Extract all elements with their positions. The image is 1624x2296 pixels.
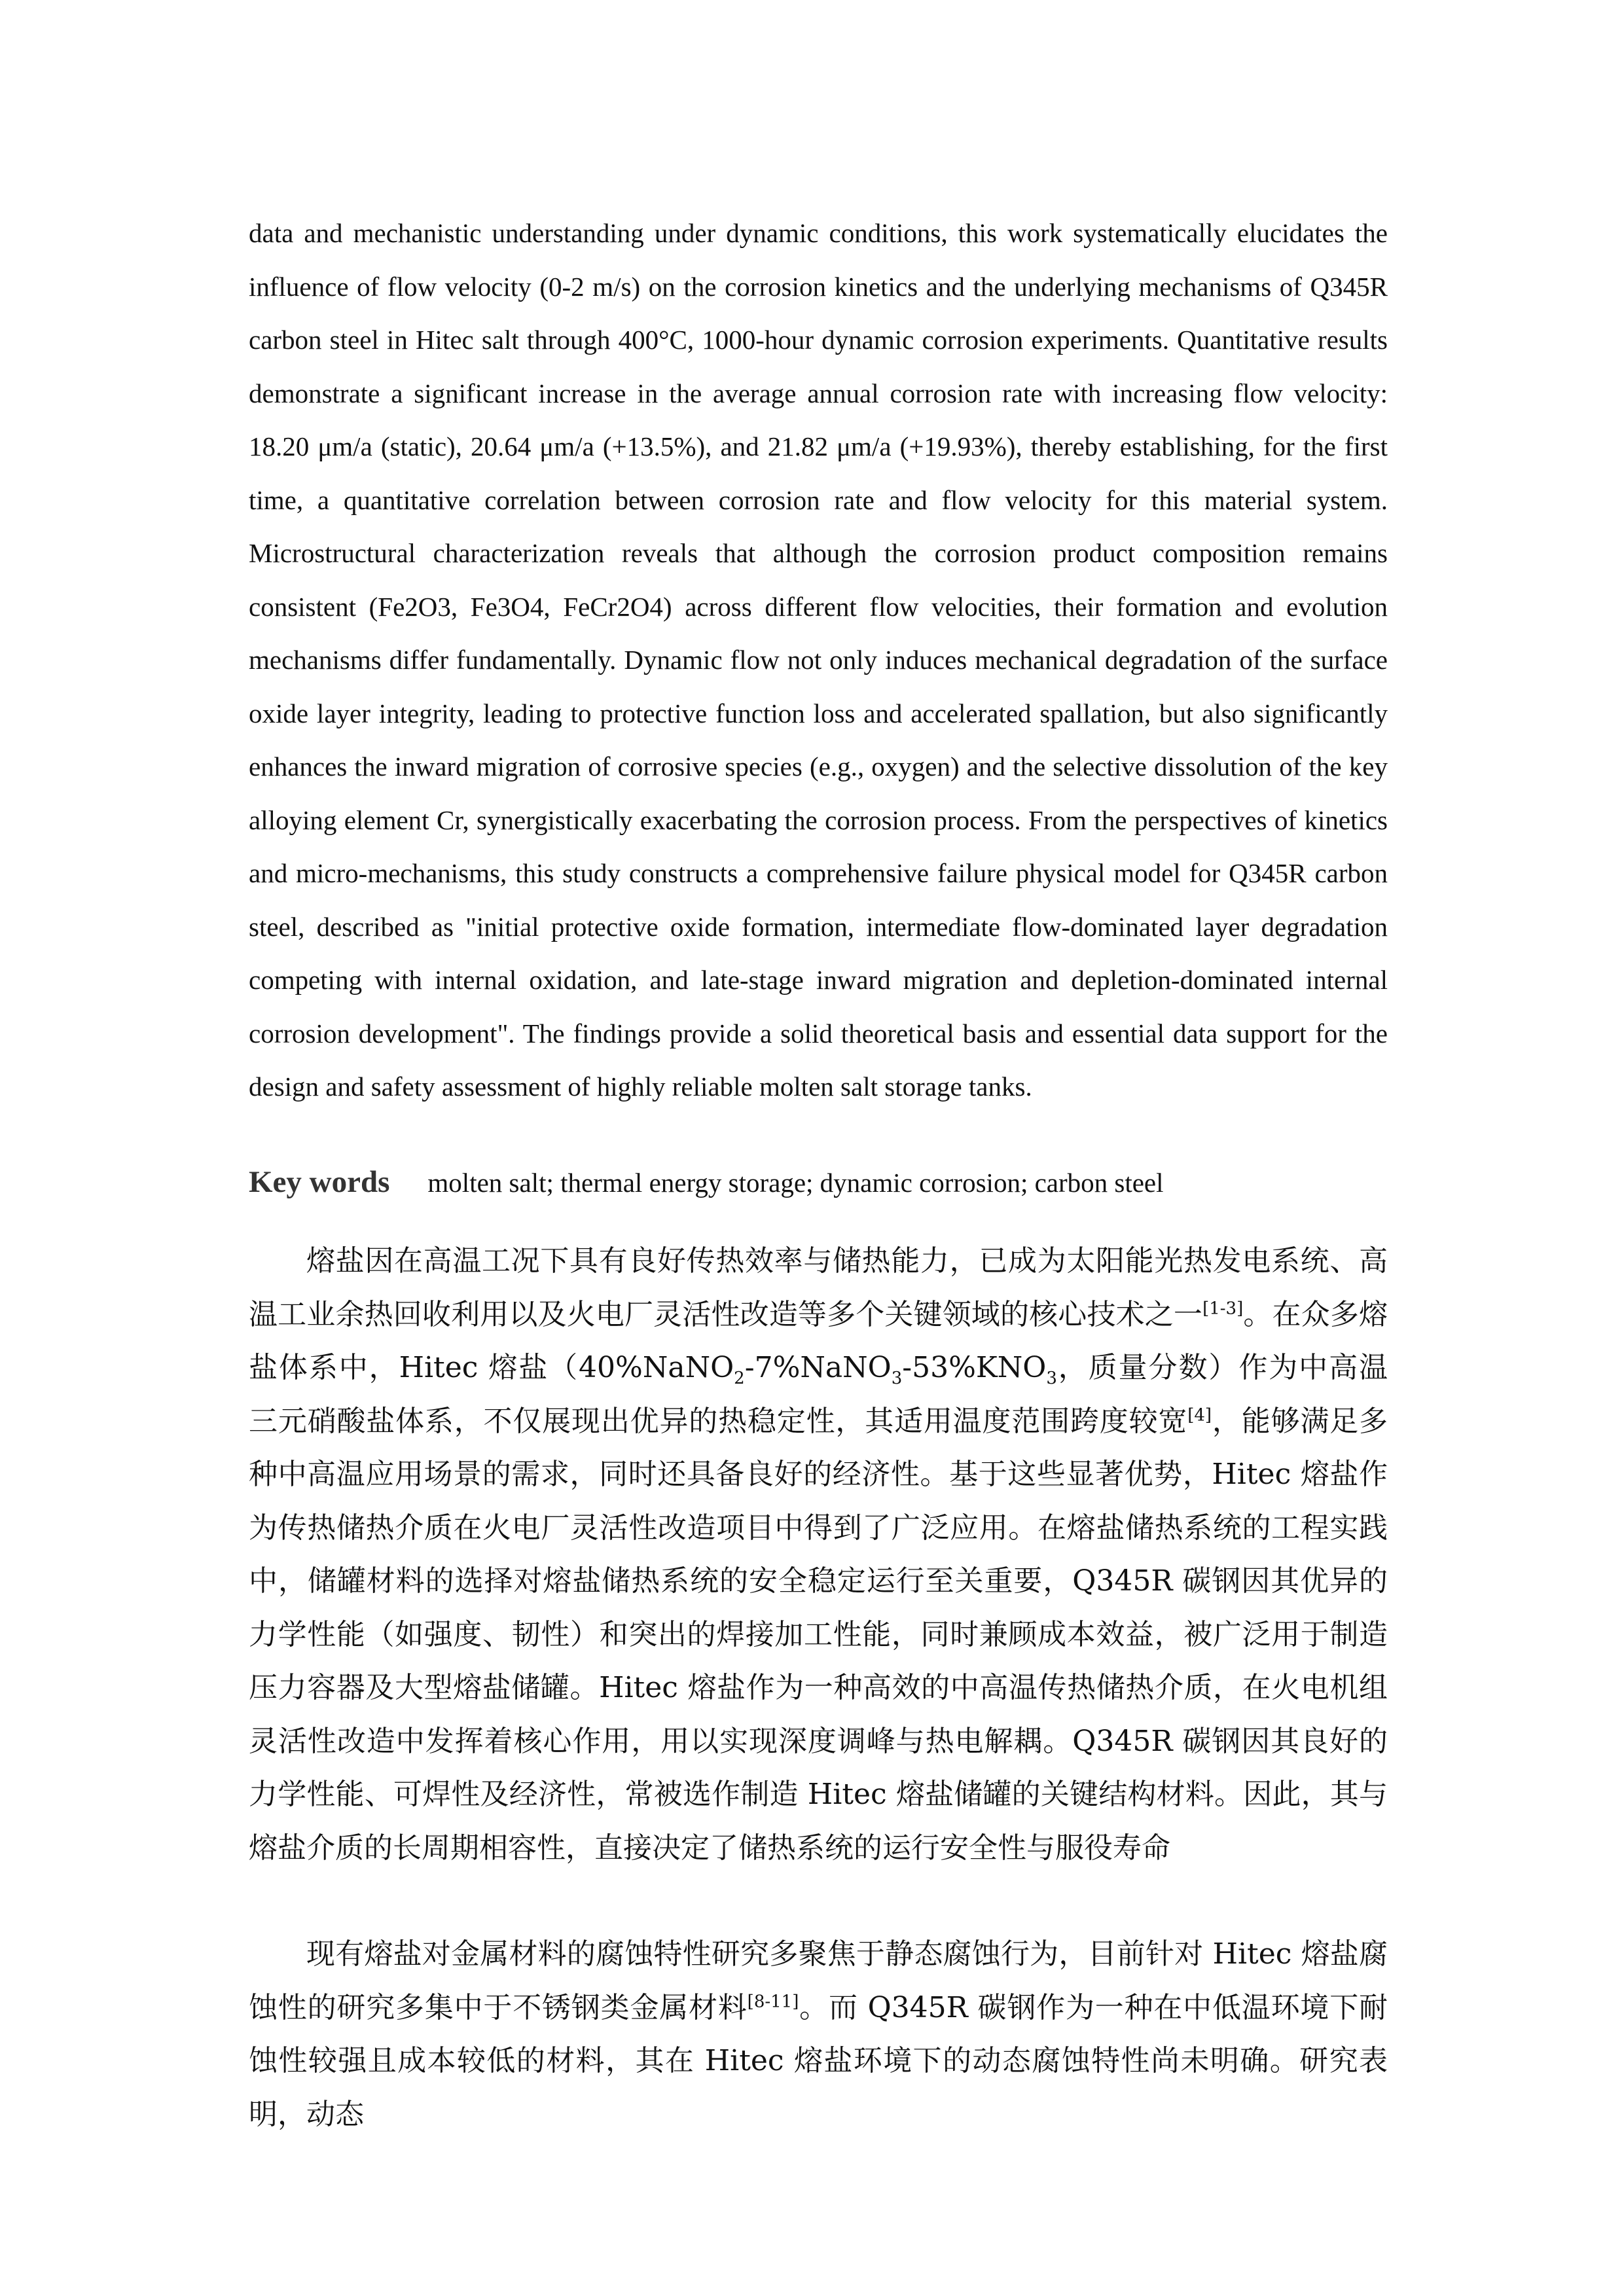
- citation-ref: [8-11]: [747, 1991, 799, 2011]
- formula-separator: ,: [450, 591, 471, 622]
- intro-text: 现有熔盐对金属材料的腐蚀特性研究多聚焦于静态腐蚀行为，目前针对 Hitec 熔盐腐蚀性的研究多集中于不锈钢类金属材料: [249, 1937, 1388, 2024]
- intro-text: -7%NaNO: [744, 1351, 892, 1384]
- subscript: 2: [734, 1368, 745, 1388]
- intro-text: 。而 Q345R 碳钢作为一种在中低温环境下耐蚀性较强且成本较低的材料，其在 Hitec 熔盐环境下的动态腐蚀特性尚未明确。研究表明，动态: [249, 1990, 1388, 2131]
- subscript: 3: [1046, 1368, 1057, 1388]
- intro-text: ，质量分数）作为中高温三元硝酸盐体系，不仅展现出优异的热稳定性，其适用温度范围跨度较宽: [249, 1351, 1388, 1438]
- citation-ref: [1-3]: [1202, 1298, 1244, 1318]
- formula-separator: ,: [543, 591, 564, 622]
- intro-paragraph-2: [249, 1928, 1388, 2141]
- keywords-text: molten salt; thermal energy storage; dynamic corrosion; carbon steel: [427, 1168, 1164, 1198]
- formula-fe2o3: Fe2O3: [378, 591, 451, 622]
- subscript: 3: [891, 1368, 903, 1388]
- keywords-label: Key words: [249, 1165, 390, 1199]
- formula-fecr2o4: FeCr2O4: [563, 591, 663, 622]
- abstract-text-part1: data and mechanistic understanding under dynamic conditions, this work systematically elucidates the influence of flow velocity (0-2 m/s) on the corrosion kinetics and the underlying mechanisms of Q345R carbon steel in Hitec salt through 400°C, 1000-hour dynamic corrosion experiments. Quantitative results demonstrate a significant increase in the average annual corrosion rate with increasing flow velocity: 18.20 μm/a (static), 20.64 μm/a (+13.5%), and 21.82 μm/a (+19.93%), thereby establishing, for the first time, a quantitative correlation between corrosion rate and flow velocity for this material system. Microstructural characterization reveals that although the corrosion product composition remains consistent (: [249, 218, 1388, 622]
- intro-text: -53%KNO: [902, 1351, 1047, 1384]
- intro-text: 熔盐因在高温工况下具有良好传热效率与储热能力，已成为太阳能光热发电系统、高温工业余热回收利用以及火电厂灵活性改造等多个关键领域的核心技术之一: [249, 1244, 1388, 1331]
- abstract-paragraph: [249, 207, 1388, 1114]
- intro-text: 。在众多熔盐体系中，Hitec 熔盐（40%NaNO: [249, 1297, 1388, 1384]
- keywords-line: [249, 1159, 1388, 1206]
- intro-text: ，能够满足多种中高温应用场景的需求，同时还具备良好的经济性。基于这些显著优势，Hitec 熔盐作为传热储热介质在火电厂灵活性改造项目中得到了广泛应用。在熔盐储热系统的工程实践中，储罐材料的选择对熔盐储热系统的安全稳定运行至关重要，Q345R 碳钢因其优异的力学性能（如强度、韧性）和突出的焊接加工性能，同时兼顾成本效益，被广泛用于制造压力容器及大型熔盐储罐。Hitec 熔盐作为一种高效的中高温传热储热介质，在火电机组灵活性改造中发挥着核心作用，用以实现深度调峰与热电解耦。Q345R 碳钢因其良好的力学性能、可焊性及经济性，常被选作制造 Hitec 熔盐储罐的关键结构材料。因此，其与熔盐介质的长周期相容性，直接决定了储热系统的运行安全性与服役寿命: [249, 1404, 1388, 1865]
- citation-ref: [4]: [1187, 1405, 1212, 1425]
- abstract-text-part2: ) across different flow velocities, their formation and evolution mechanisms differ fundamentally. Dynamic flow not only induces mechanical degradation of the surface oxide layer integrity, leading to protective function loss and accelerated spallation, but also significantly enhances the inward migration of corrosive species (e.g., oxygen) and the selective dissolution of the key alloying element Cr, synergistically exacerbating the corrosion process. From the perspectives of kinetics and micro-mechanisms, this study constructs a comprehensive failure physical model for Q345R carbon steel, described as "initial protective oxide formation, intermediate flow-dominated layer degradation competing with internal oxidation, and late-stage inward migration and depletion-dominated internal corrosion development". The findings provide a solid theoretical basis and essential data support for the design and safety assessment of highly reliable molten salt storage tanks.: [249, 591, 1388, 1102]
- intro-paragraph-1: [249, 1234, 1388, 1874]
- formula-fe3o4: Fe3O4: [470, 591, 544, 622]
